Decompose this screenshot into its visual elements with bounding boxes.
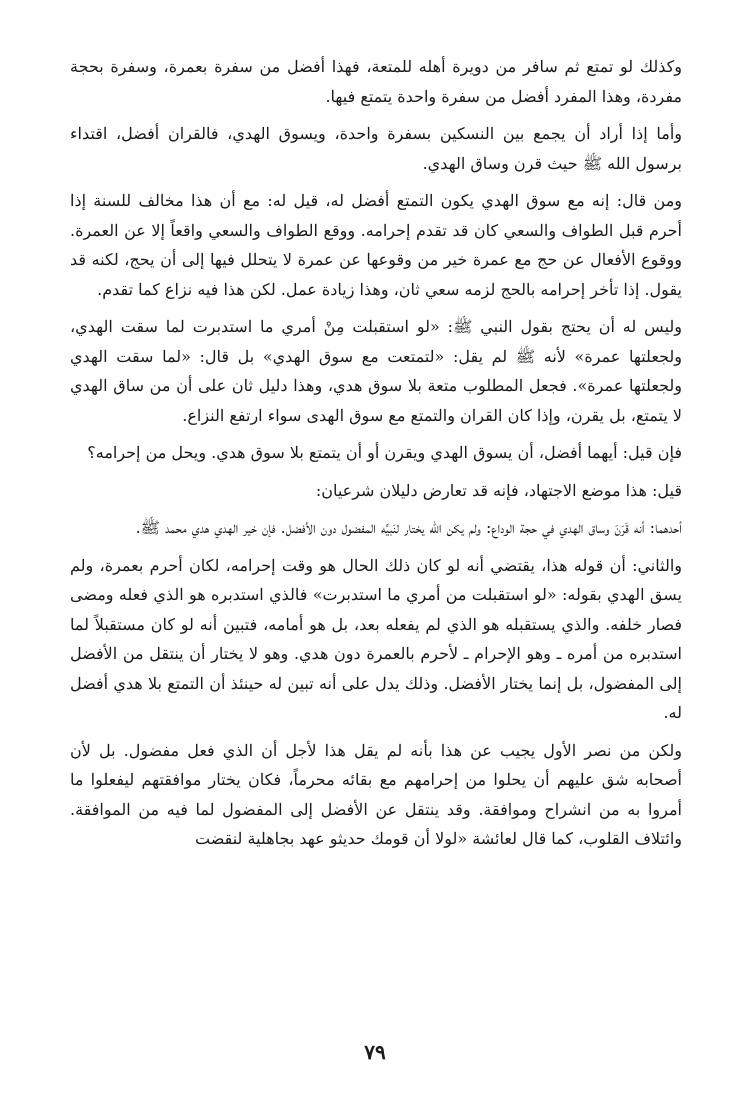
paragraph-6: قيل: هذا موضع الاجتهاد، فإنه قد تعارض دليلان شرعيان: (315, 480, 682, 500)
paragraph-8: والثاني: أن قوله هذا، يقتضي أنه لو كان ذلك الحال هو وقت إحرامه، لكان أحرم بعمرة، ولم يسق الهدي بقوله: «لو استقبلت من أمري ما استدبرت» فالذي استدبره هو الذي فعله ومضى فصار خلفه. والذي يستقبله هو الذي لم يفعله بعد، بل هو أمامه، فتبين أنه لو كان مستقبلاً لما استدبره من أمره ـ وهو الإحرام ـ لأحرم بالعمرة دون هدي. وهو لا يختار أن ينتقل من الأفضل إلى المفضول، بل إنما يختار الأفضل. وذلك يدل على أنه تبين له حينئذ أن التمتع بلا هدي أفضل له. (70, 555, 682, 722)
paragraph-1: وكذلك لو تمتع ثم سافر من دويرة أهله للمتعة، فهذا أفضل من سفرة بعمرة، وسفرة بحجة مفردة، وهذا المفرد أفضل من سفرة واحدة يتمتع فيها. (70, 57, 682, 106)
paragraph-9: ولكن من نصر الأول يجيب عن هذا بأنه لم يقل هذا لأجل أن الذي فعل مفضول. بل لأن أصحابه شق عليهم أن يحلوا من إحرامهم مع بقائه محرماً، فكان يختار موافقتهم ليفعلوا ما أمروا به من انشراح وموافقة. وقد ينتقل عن الأفضل إلى المفضول لما فيه من الموافقة. وائتلاف القلوب، كما قال لعائشة «لولا أن قومك حديثو عهد بجاهلية لنقضت (70, 740, 682, 848)
paragraph-4: وليس له أن يحتج بقول النبي ﷺ: «لو استقبلت مِنْ أمري ما استدبرت لما سقت الهدي، ولجعلتها عمرة» لأنه ﷺ لم يقل: «لتمتعت مع سوق الهدي» بل قال: «لما سقت الهدي ولجعلتها عمرة». فجعل المطلوب متعة بلا سوق هدي، وهذا دليل ثان على أن من ساق الهدي لا يتمتع، بل يقرن، وإذا كان القران والتمتع مع سوق الهدى سواء ارتفع النزاع. (70, 317, 682, 425)
paragraph-2: وأما إذا أراد أن يجمع بين النسكين بسفرة واحدة، ويسوق الهدي، فالقران أفضل، اقتداء برسول الله ﷺ حيث قرن وساق الهدي. (70, 124, 683, 173)
page-number: ٧٩ (364, 1040, 386, 1064)
paragraph-5: فإن قيل: أيهما أفضل، أن يسوق الهدي ويقرن أو أن يتمتع بلا سوق هدي. ويحل من إحرامه؟ (87, 443, 682, 462)
paragraph-7: أحدهما: أنه قَرَنَ وساق الهدي في حجة الوداع: ولم يكن الله يختار لنَبيِّه المفضول دون الأفضل. فإن خير الهدي هدي محمد ﷺ. (135, 518, 682, 537)
page-body (70, 52, 682, 862)
paragraph-3: ومن قال: إنه مع سوق الهدي يكون التمتع أفضل له، قيل له: مع أن هذا مخالف للسنة إذا أحرم قبل الطواف والسعي كان قد تقدم إحرامه. ووقع الطواف والسعي واقعاً إلا عن العمرة. ووقوع الأفعال عن حج مع عمرة خير من وقوعها عن عمرة لا يتحلل فيها إلى أن يحج، لكنه قد يقول. إذا تأخر إحرامه بالحج لزمه سعي ثان، وهذا زيادة عمل. لكن هذا فيه نزاع كما تقدم. (70, 191, 682, 299)
